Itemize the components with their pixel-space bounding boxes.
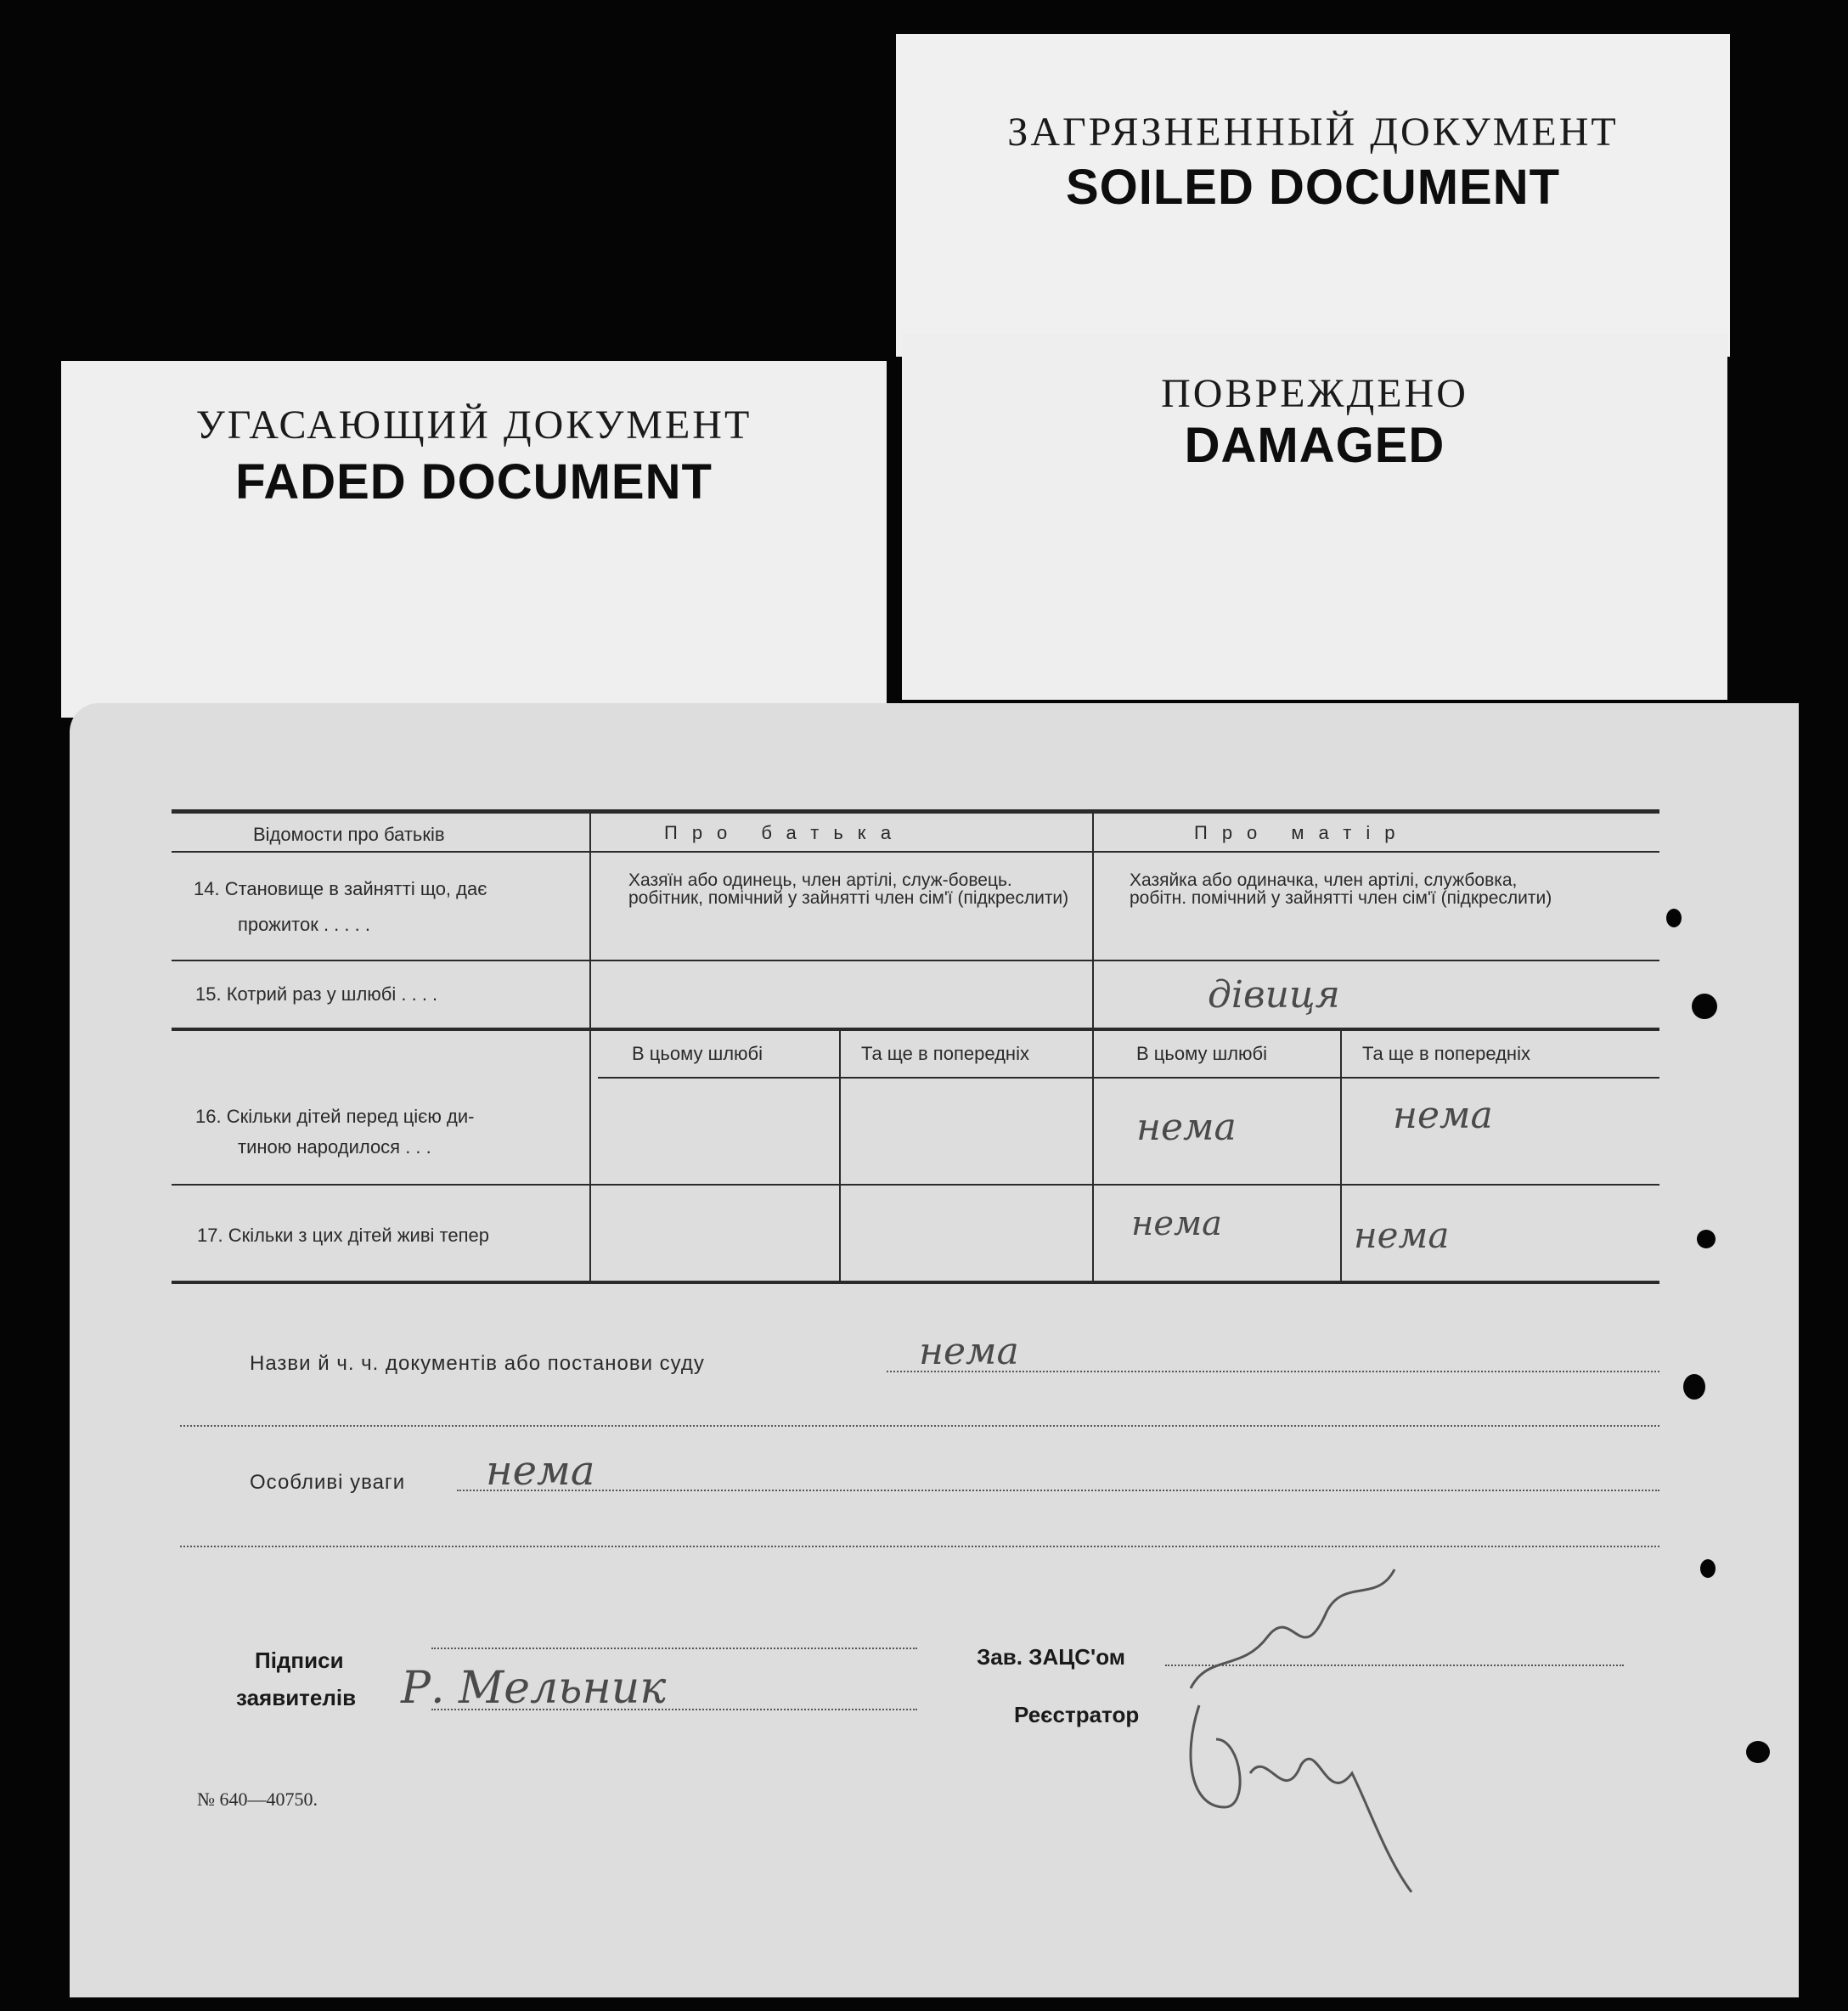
faded-label-ru: УГАСАЮЩИЙ ДОКУМЕНТ — [195, 403, 752, 448]
remarks-line-2 — [180, 1546, 1659, 1547]
table-rule — [172, 960, 1659, 961]
damaged-label-en: DAMAGED — [1184, 418, 1445, 473]
table-divider — [1340, 1029, 1342, 1282]
table-bottom-rule — [172, 1281, 1659, 1284]
row15-mother-value: дівиця — [1208, 973, 1340, 1017]
remarks-line — [457, 1490, 1659, 1491]
soiled-document-card — [896, 34, 1730, 357]
form-number: № 640—40750. — [197, 1788, 318, 1810]
signatures-value: Р. Мельник — [401, 1663, 667, 1714]
header-parents-info: Відомости про батьків — [253, 824, 445, 845]
table-divider — [1092, 814, 1094, 1282]
punch-hole — [1692, 994, 1717, 1019]
subheader-this-marriage-father: В цьому шлюбі — [632, 1043, 763, 1064]
official-signature — [1174, 1552, 1530, 1909]
table-rule — [172, 851, 1659, 853]
table-top-rule — [172, 809, 1659, 814]
row14-father-options: Хазяїн або одинець, член артілі, служ-бовець. робітник, помічний у зайнятті член сім'ї (підкреслити) — [628, 870, 1069, 908]
row16-mother-previous-value: нема — [1393, 1094, 1493, 1137]
signatures-label-line2: заявителів — [236, 1685, 357, 1710]
subheader-previous-father: Та ще в попередніх — [861, 1043, 1029, 1064]
soiled-label-en: SOILED DOCUMENT — [1065, 160, 1561, 215]
row14-label-line2: прожиток . . . . . — [238, 914, 370, 935]
header-about-mother: Про матір — [1194, 822, 1410, 843]
damaged-label-ru: ПОВРЕЖДЕНО — [1161, 371, 1468, 416]
row14-mother-options: Хазяйка або одиначка, член артілі, службовка, робітн. помічний у зайнятті член сім'ї (підкреслити) — [1130, 870, 1552, 908]
remarks-label: Особливі уваги — [250, 1471, 406, 1494]
faded-document-card — [61, 361, 887, 718]
punch-hole — [1666, 909, 1682, 927]
punch-hole — [1746, 1741, 1770, 1763]
subheader-this-marriage-mother: В цьому шлюбі — [1136, 1043, 1268, 1064]
row16-label-line1: 16. Скільки дітей перед цією ди- — [195, 1106, 475, 1127]
registrar-label: Реєстратор — [1014, 1702, 1140, 1727]
remarks-value: нема — [486, 1447, 595, 1495]
documents-label: Назви й ч. ч. документів або постанови суду — [250, 1352, 705, 1375]
row16-mother-this-value: нема — [1136, 1106, 1237, 1149]
form-sheet — [70, 703, 1799, 1997]
row16-label-line2: тиною народилося . . . — [238, 1136, 431, 1158]
table-rule — [172, 1184, 1659, 1186]
punch-hole — [1697, 1230, 1716, 1248]
row17-mother-this-value: нема — [1131, 1204, 1223, 1243]
documents-line-2 — [180, 1425, 1659, 1427]
soiled-label-ru: ЗАГРЯЗНЕННЫЙ ДОКУМЕНТ — [1007, 110, 1619, 155]
signature-line-2 — [431, 1709, 917, 1710]
row17-label: 17. Скільки з цих дітей живі тепер — [197, 1225, 489, 1246]
faded-label-en: FADED DOCUMENT — [235, 454, 713, 510]
punch-hole — [1683, 1374, 1705, 1400]
zags-label: Зав. ЗАЦС'ом — [977, 1644, 1125, 1670]
subheader-previous-mother: Та ще в попередніх — [1362, 1043, 1530, 1064]
documents-value: нема — [919, 1330, 1019, 1373]
table-divider — [839, 1029, 841, 1282]
signatures-label-line1: Підписи — [255, 1648, 344, 1673]
table-rule — [598, 1077, 1659, 1079]
header-about-father: Про батька — [664, 822, 906, 843]
punch-hole — [1700, 1559, 1716, 1578]
table-divider — [589, 814, 591, 1282]
row14-label-line1: 14. Становище в зайнятті що, дає — [194, 878, 487, 899]
signature-line-1 — [431, 1648, 917, 1649]
table-rule — [172, 1028, 1659, 1031]
row15-label: 15. Котрий раз у шлюбі . . . . — [195, 983, 438, 1005]
row17-mother-previous-value: нема — [1354, 1214, 1450, 1256]
damaged-document-card — [902, 333, 1727, 700]
